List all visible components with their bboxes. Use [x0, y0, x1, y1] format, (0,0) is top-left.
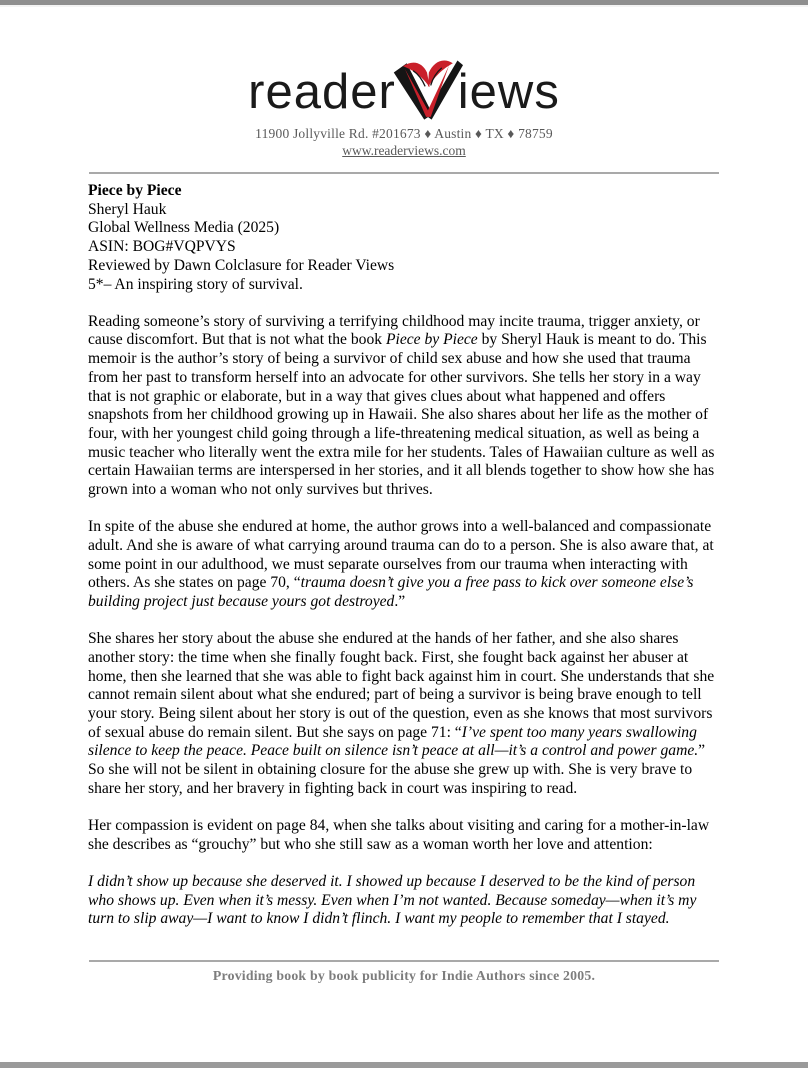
book-asin: ASIN: BOG#VQPVYS [88, 238, 236, 256]
review-paragraph: In spite of the abuse she endured at home, the author grows into a well-balanced and compassionate adult. And she is aware of what carrying around trauma can do to a person. She is also aware that, at some point in our adulthood, we must separate ourselves from our trauma when interacting with others. As she states on page 70, “trauma doesn’t give you a free pass to kick over someone else’s building project just because yours got destroyed.” [88, 518, 714, 611]
book-author: Sheryl Hauk [88, 200, 167, 218]
book-title: Piece by Piece [88, 182, 182, 199]
logo-text-iews: iews [457, 65, 560, 119]
review-content [88, 182, 718, 929]
address-line: 11900 Jollyville Rd. #201673 ♦ Austin ♦ TX ♦ 78759 [255, 126, 553, 141]
review-paragraph: She shares her story about the abuse she endured at the hands of her father, and she also shares another story: the time when she finally fought back. First, she fought back against her abuser at home, then she learned that she was able to fight back against him in court. She understands that she cannot remain silent about what she endured; part of being a survivor is being brave enough to tell your story. Being silent about her story is out of the question, even as she knows that most survivors of sexual abuse do remain silent. But she says on page 71: “I’ve spent too many years swallowing silence to keep the peace. Peace built on silence isn’t peace at all—it’s a control and power game.” So she will not be silent in obtaining closure for the abuse she grew up with. She is very brave to share her story, and her bravery in fighting back in court was inspiring to read. [88, 630, 715, 797]
website-link[interactable]: www.readerviews.com [342, 143, 466, 158]
book-publisher: Global Wellness Media (2025) [88, 219, 280, 237]
header-divider [89, 172, 719, 174]
review-paragraph: Her compassion is evident on page 84, when she talks about visiting and caring for a mother-in-law she describes as “grouchy” but who she still saw as a woman worth her love and attention: [88, 817, 710, 853]
open-book-v-icon [391, 57, 463, 125]
review-paragraph: Reading someone’s story of surviving a terrifying childhood may incite trauma, trigger anxiety, or cause discomfort. But that is not what the book Piece by Piece by Sheryl Hauk is meant to do. This memoir is the author’s story of being a survivor of child sex abuse and how she used that trauma from her past to transform herself into an advocate for other survivors. She tells her story in a way that is not graphic or elaborate, but in a way that gives clues about what happened and offers snapshots from her childhood growing up in Hawaii. She also shares about her life as the mother of four, with her youngest child going through a life-threatening medical situation, as well as being a music teacher who literally went the extra mile for her students. Tales of Hawaiian culture as well as certain Hawaiian terms are interspersed in her stories, and it all blends together to show how she has grown into a woman who not only survives but thrives. [88, 312, 715, 499]
block-quote: I didn’t show up because she deserved it. I showed up because I deserved to be the kind of person who shows up. Even when it’s messy. Even when I’m not wanted. Because someday—when it’s my turn to slip away—I want to know I didn’t flinch. I want my people to remember that I stayed. [88, 873, 697, 928]
footer-divider [89, 960, 719, 962]
readerviews-logo [0, 45, 808, 119]
logo-text-reader: reader [248, 65, 396, 119]
reviewer-line: Reviewed by Dawn Colclasure for Reader Views [88, 256, 395, 274]
review-body [88, 313, 718, 929]
footer-tagline: Providing book by book publicity for Indie Authors since 2005. [212, 968, 596, 984]
website-line [0, 143, 808, 159]
page-top-edge [0, 0, 808, 7]
document-page [0, 7, 808, 984]
page-bottom-edge [0, 1062, 808, 1068]
rating-line: 5*– An inspiring story of survival. [88, 275, 303, 293]
book-meta [88, 182, 718, 294]
